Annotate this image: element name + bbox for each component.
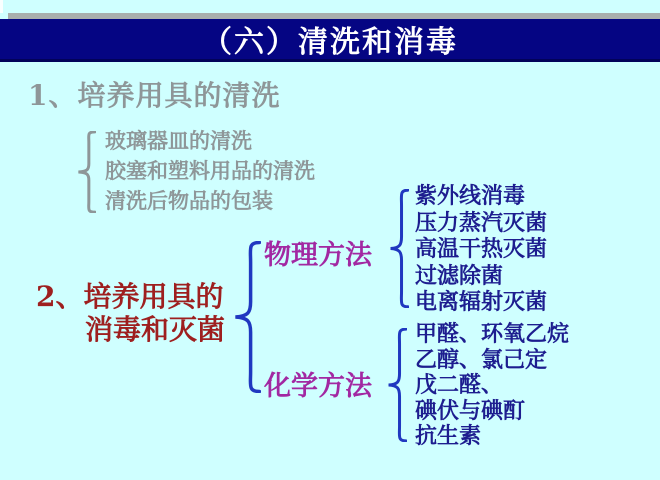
physical-methods-brace (386, 189, 409, 308)
section1-heading: 1、培养用具的清洗 (28, 79, 281, 112)
chemical-method-item: 抗生素 (415, 423, 482, 449)
chemical-method-item: 乙醇、氯己定 (415, 346, 548, 373)
section2-heading-line2: 消毒和灭菌 (85, 313, 226, 346)
section1-brace (74, 131, 96, 213)
left-brace-icon (229, 241, 261, 393)
physical-methods-list (415, 183, 547, 316)
left-brace-icon (384, 328, 407, 442)
left-brace-icon (74, 131, 96, 213)
section1-item-list (105, 126, 315, 216)
physical-method-item: 过滤除菌 (415, 262, 504, 289)
chemical-method-item: 戊二醛、 (415, 372, 504, 398)
physical-method-item: 压力蒸汽灭菌 (415, 209, 548, 236)
physical-method-item: 电离辐射灭菌 (415, 289, 548, 315)
section1-item: 玻璃器皿的清洗 (105, 128, 252, 153)
physical-method-item: 高温干热灭菌 (415, 236, 548, 262)
section2-heading (36, 280, 225, 346)
physical-method-item: 紫外线消毒 (415, 183, 526, 209)
slide-title: （六）清洗和消毒 (202, 25, 458, 60)
section2-heading-line1: 2、培养用具的 (36, 280, 224, 313)
section2-brace (229, 241, 261, 393)
chemical-methods-list (415, 322, 569, 450)
chemical-methods-brace (384, 328, 407, 442)
section1-item: 清洗后物品的包装 (105, 188, 273, 213)
chemical-method-item: 甲醛、环氧乙烷 (415, 321, 570, 347)
title-bar (0, 19, 660, 62)
chemical-methods-label: 化学方法 (264, 371, 372, 402)
physical-methods-label: 物理方法 (264, 240, 372, 271)
section1-item: 胶塞和塑料用品的清洗 (105, 158, 315, 183)
left-brace-icon (386, 189, 409, 308)
chemical-method-item: 碘伏与碘酊 (415, 397, 526, 424)
edge-highlight (0, 0, 3, 13)
